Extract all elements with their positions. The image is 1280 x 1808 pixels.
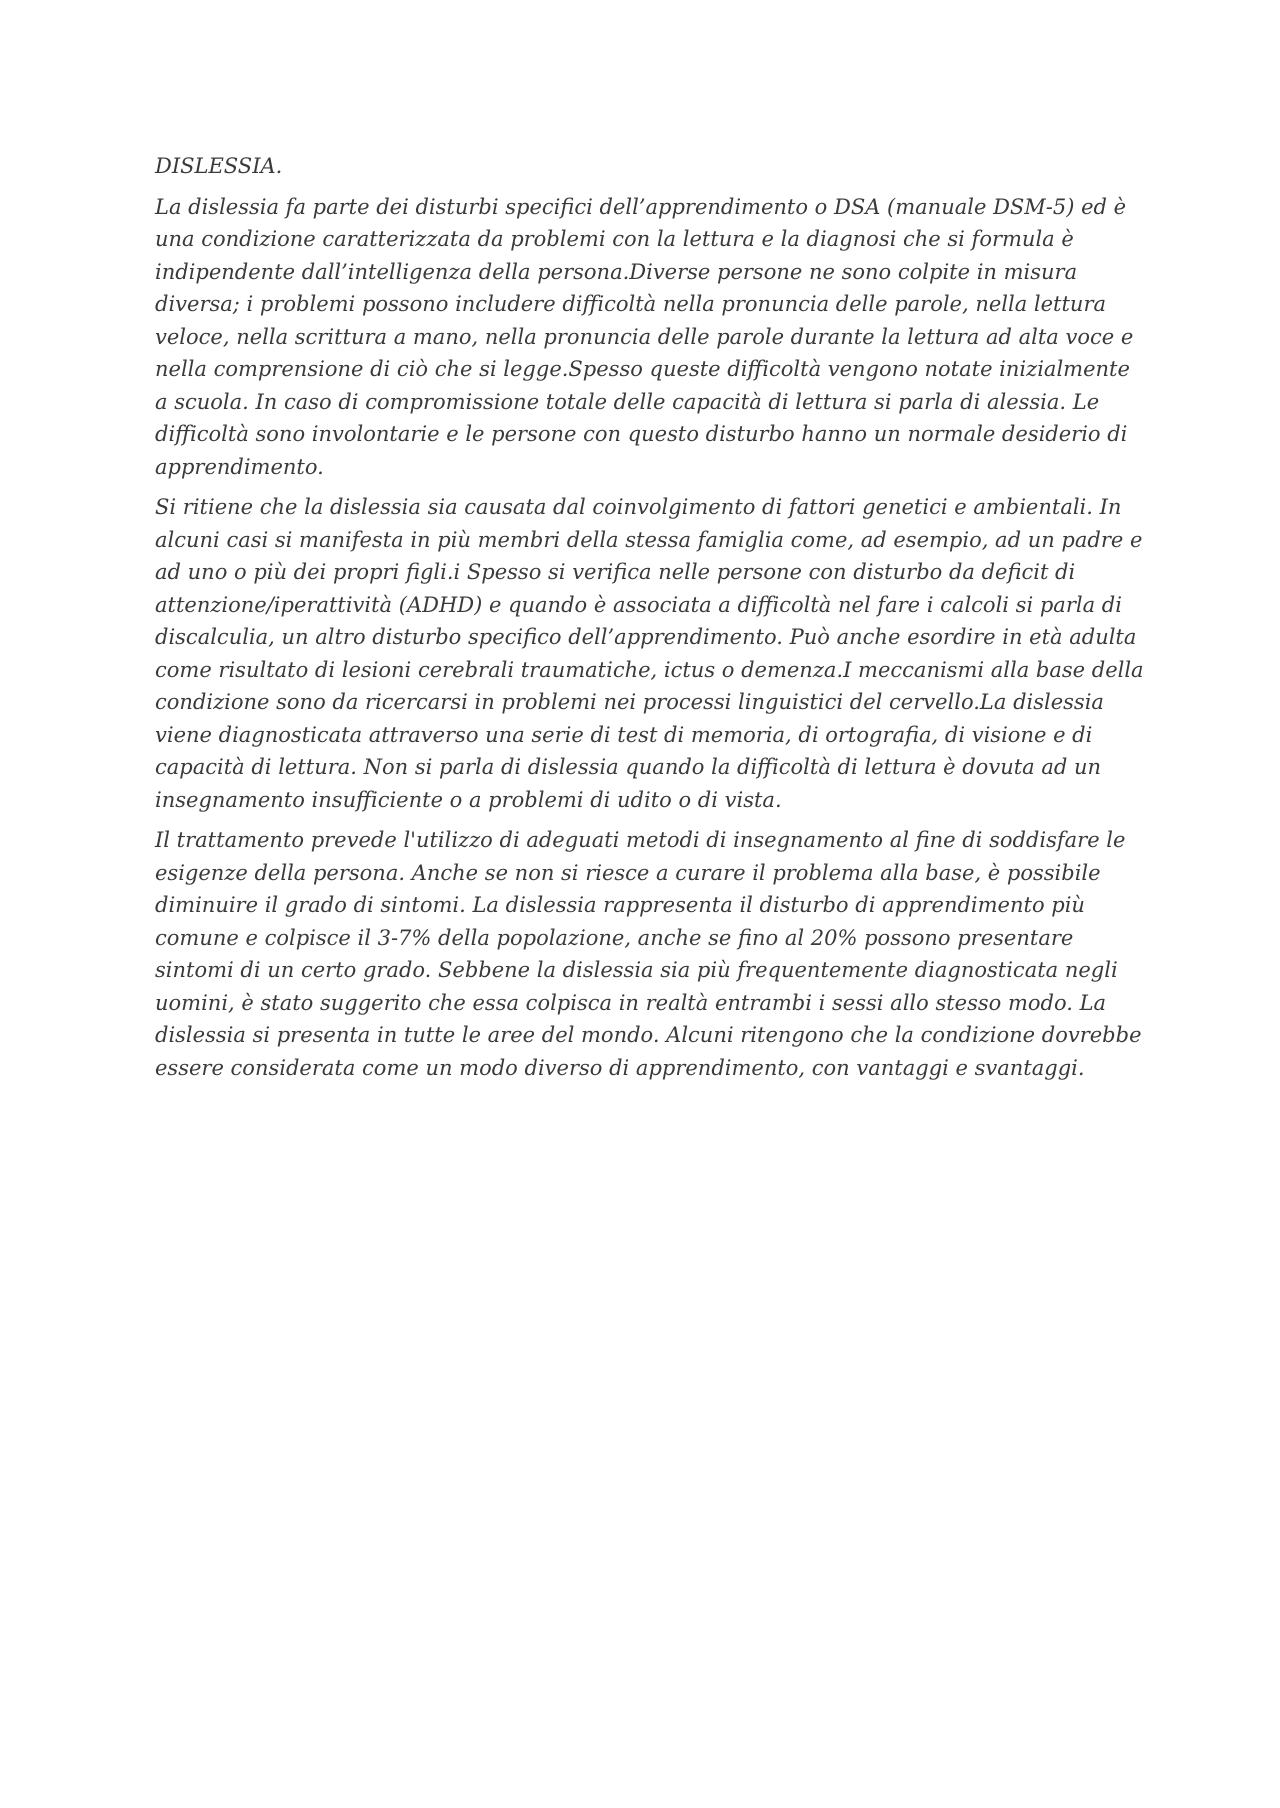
- paragraph-treatment: Il trattamento prevede l'utilizzo di adeguati metodi di insegnamento al fine di soddisfare le esigenze della persona. Anche se non si riesce a curare il problema alla base, è possibile diminuire il grado di sintomi. La dislessia rappresenta il disturbo di apprendimento più comune e colpisce il 3-7% della popolazione, anche se fino al 20% possono presentare sintomi di un certo grado. Sebbene la dislessia sia più frequentemente diagnosticata negli uomini, è stato suggerito che essa colpisca in realtà entrambi i sessi allo stesso modo. La dislessia si presenta in tutte le aree del mondo. Alcuni ritengono che la condizione dovrebbe essere considerata come un modo diverso di apprendimento, con vantaggi e svantaggi.: [155, 828, 1142, 1080]
- paragraph-definition: La dislessia fa parte dei disturbi specifici dell’apprendimento o DSA (manuale DSM-5) ed è una condizione caratterizzata da problemi con la lettura e la diagnosi che si formula è indipendente dall’intelligenza della persona.Diverse persone ne sono colpite in misura diversa; i problemi possono includere difficoltà nella pronuncia delle parole, nella lettura veloce, nella scrittura a mano, nella pronuncia delle parole durante la lettura ad alta voce e nella comprensione di ciò che si legge.Spesso queste difficoltà vengono notate inizialmente a scuola. In caso di compromissione totale delle capacità di lettura si parla di alessia. Le difficoltà sono involontarie e le persone con questo disturbo hanno un normale desiderio di apprendimento.: [155, 194, 1134, 479]
- document-title: DISLESSIA.: [155, 154, 283, 178]
- paragraph-causes: Si ritiene che la dislessia sia causata dal coinvolgimento di fattori genetici e ambientali. In alcuni casi si manifesta in più membri della stessa famiglia come, ad esempio, ad un padre e ad uno o più dei propri figli.i Spesso si verifica nelle persone con disturbo da deficit di attenzione/iperattività (ADHD) e quando è associata a difficoltà nel fare i calcoli si parla di discalculia, un altro disturbo specifico dell’apprendimento. Può anche esordire in età adulta come risultato di lesioni cerebrali traumatiche, ictus o demenza.I meccanismi alla base della condizione sono da ricercarsi in problemi nei processi linguistici del cervello.La dislessia viene diagnosticata attraverso una serie di test di memoria, di ortografia, di visione e di capacità di lettura. Non si parla di dislessia quando la difficoltà di lettura è dovuta ad un insegnamento insufficiente o a problemi di udito o di vista.: [155, 495, 1144, 812]
- document-body: [155, 150, 1145, 1092]
